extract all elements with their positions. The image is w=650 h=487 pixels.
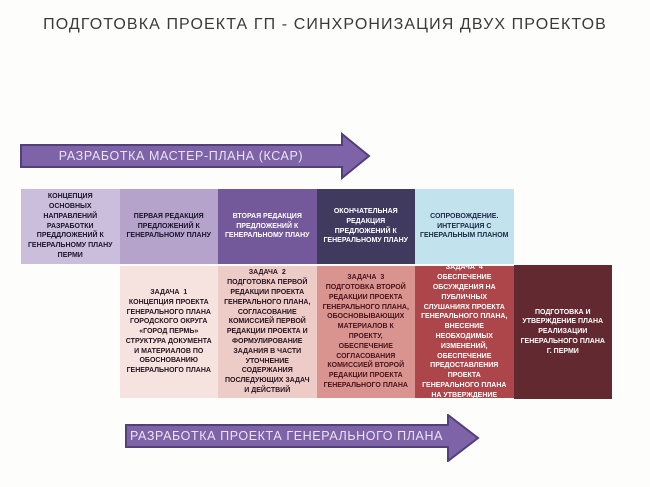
page-title: ПОДГОТОВКА ПРОЕКТА ГП - СИНХРОНИЗАЦИЯ ДВУХ ПРОЕКТОВ bbox=[43, 16, 607, 33]
task-number: ЗАДАЧА 1 bbox=[150, 288, 188, 296]
stage-support-box bbox=[415, 189, 514, 264]
stage-label: СОПРОВОЖДЕНИЕ. ИНТЕГРАЦИЯ С ГЕНЕРАЛЬНЫМ ПЛАНОМ bbox=[420, 212, 509, 240]
task-4-box bbox=[415, 266, 514, 398]
task-text: ОБЕСПЕЧЕНИЕ ОБСУЖДЕНИЯ НА ПУБЛИЧНЫХ СЛУШАНИЯХ ПРОЕКТА ГЕНЕРАЛЬНОГО ПЛАНА, ВНЕСЕНИЕ НЕОБХОДИМЫХ ИЗМЕНЕНИЙ, ОБЕСПЕЧЕНИЕ ПРЕДОСТАВЛЕНИЯ ПРОЕКТА ГЕНЕРАЛЬНОГО ПЛАНА НА УТВЕРЖДЕНИЕ bbox=[421, 274, 508, 399]
stage-final-edition-box bbox=[317, 189, 416, 264]
stage-label: ОКОНЧАТЕЛЬНАЯ РЕДАКЦИЯ ПРЕДЛОЖЕНИЙ К ГЕНЕРАЛЬНОМУ ПЛАНУ bbox=[323, 207, 409, 245]
general-plan-arrow-label: РАЗРАБОТКА ПРОЕКТА ГЕНЕРАЛЬНОГО ПЛАНА bbox=[129, 429, 444, 443]
task-number: ЗАДАЧА 2 bbox=[248, 269, 286, 277]
stage-label: ПЕРВАЯ РЕДАКЦИЯ ПРЕДЛОЖЕНИЙ К ГЕНЕРАЛЬНОМУ ПЛАНУ bbox=[126, 212, 212, 240]
general-plan-arrow bbox=[125, 414, 481, 462]
stage-label: КОНЦЕПЦИЯ ОСНОВНЫХ НАПРАВЛЕНИЙ РАЗРАБОТКИ ПРЕДДЛОЖЕНИЙ К ГЕНЕРАЛЬНОМУ ПЛАНУ ПЕРМИ bbox=[27, 193, 113, 259]
task-text: КОНЦЕПЦИЯ ПРОЕКТА ГЕНЕРАЛЬНОГО ПЛАНА ГОРОДСКОГО ОКРУГА «ГОРОД ПЕРМЬ» СТРУКТУРА ДОКУМЕНТА И МАТЕРИАЛОВ ПО ОБОСНОВАНИЮ ГЕНЕРАЛЬНОГО ПЛАНА bbox=[125, 298, 212, 375]
master-plan-arrow-label: РАЗРАБОТКА МАСТЕР-ПЛАНА (КСАР) bbox=[58, 149, 304, 163]
final-stage-box bbox=[514, 265, 613, 399]
stage-label: ВТОРАЯ РЕДАКЦИЯ ПРЕДЛОЖЕНИЙ К ГЕНЕРАЛЬНОМУ ПЛАНУ bbox=[224, 212, 310, 240]
stage-concept-box bbox=[21, 189, 120, 264]
task-2-box bbox=[218, 266, 317, 398]
stage-first-edition-box bbox=[120, 189, 219, 264]
task-3-box bbox=[317, 266, 416, 398]
task-number: ЗАДАЧА 4 bbox=[445, 264, 483, 272]
master-plan-arrow bbox=[20, 132, 372, 180]
final-stage-text: ПОДГОТОВКА И УТВЕРЖДЕНИЕ ПЛАНА РЕАЛИЗАЦИИ ГЕНЕРАЛЬНОГО ПЛАНА Г. ПЕРМИ bbox=[520, 308, 605, 355]
task-text: ПОДГОТОВКА ВТОРОЙ РЕДАКЦИИ ПРОЕКТА ГЕНЕРАЛЬНОГО ПЛАНА, ОБОСНОВЫВАЮЩИХ МАТЕРИАЛОВ К ПРОЕКТУ, ОБЕСПЕЧЕНИЕ СОГЛАСОВАНИЯ КОМИССИЕЙ ВТОРОЙ РЕДАКЦИИ ПРОЕКТА ГЕНЕРАЛЬНОГО ПЛАНА bbox=[322, 284, 409, 389]
task-1-box bbox=[120, 266, 219, 398]
task-text: ПОДГОТОВКА ПЕРВОЙ РЕДАКЦИИ ПРОЕКТА ГЕНЕРАЛЬНОГО ПЛАНА, СОГЛАСОВАНИЕ КОМИССИЕЙ ПЕРВОЙ РЕДАКЦИИ ПРОЕКТА И ФОРМУЛИРОВАНИЕ ЗАДАНИЯ В ЧАСТИ УТОЧНЕНИЕ СОДЕРЖАНИЯ ПОСЛЕДУЮЩИХ ЗАДАЧ И ДЕЙСТВИЙ bbox=[224, 279, 311, 394]
stage-second-edition-box bbox=[218, 189, 317, 264]
task-number: ЗАДАЧА 3 bbox=[347, 274, 385, 282]
